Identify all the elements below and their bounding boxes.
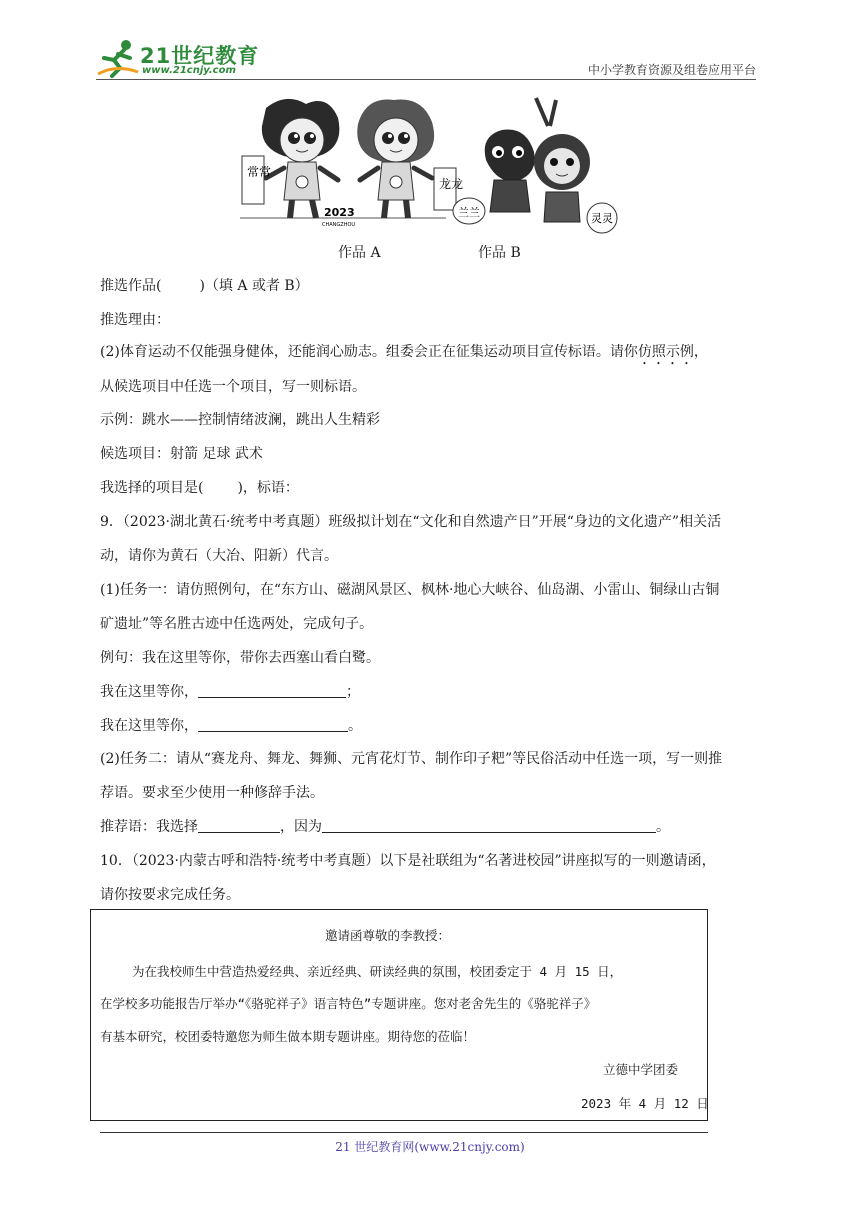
footer-text[interactable]: 21 世纪教育网(www.21cnjy.com) — [335, 1140, 525, 1154]
mascot-lanlan — [485, 129, 535, 212]
letter-signature: 立德中学团委 — [603, 1062, 679, 1077]
caption-b: 作品 B — [478, 245, 521, 261]
answer-blank[interactable] — [198, 717, 348, 732]
badge-year: 2023 — [324, 206, 355, 219]
letter-title: 邀请函尊敬的李教授： — [325, 928, 451, 943]
letter-paragraph: 在学校多功能报告厅举办“《骆驼祥子》语言特色”专题讲座。您对老舍先生的《骆驼祥子》 — [100, 996, 597, 1011]
mascot-figure — [236, 96, 626, 236]
answer-blank[interactable] — [198, 683, 346, 698]
letter-paragraph: 为在我校师生中营造热爱经典、亲近经典、研读经典的氛围，校团委定于 4 月 15 日， — [132, 964, 623, 979]
question-line: 动，请你为黄石（大冶、阳新）代言。 — [100, 548, 338, 564]
question-line — [100, 818, 670, 836]
text-segment: 我在这里等你， — [100, 684, 198, 700]
mascot-longlong — [357, 99, 434, 218]
question-line: 10．（2023·内蒙古呼和浩特·统考中考真题）以下是社联组为“名著进校园”讲座拟写的一则邀请函， — [100, 853, 716, 869]
footer-divider — [100, 1132, 708, 1133]
emphasis-text: 仿照示例 — [637, 344, 694, 360]
question-line: 9．（2023·湖北黄石·统考中考真题）班级拟计划在“文化和自然遗产日”开展“身边的文化遗产”相关活 — [100, 514, 722, 530]
badge-sub: CHANGZHOU — [322, 222, 356, 228]
text-segment: (2)体育运动不仅能强身健体，还能润心励志。组委会正在征集运动项目宣传标语。请你 — [100, 344, 638, 360]
question-line: 矿遗址”等名胜古迹中任选两处，完成句子。 — [100, 616, 374, 632]
question-line: 例句：我在这里等你，带你去西塞山看白鹭。 — [100, 650, 380, 666]
question-line — [100, 343, 708, 368]
caption-a: 作品 A — [338, 245, 381, 261]
letter-date: 2023 年 4 月 12 日 — [581, 1096, 709, 1111]
mascot-label-2: 龙龙 — [439, 177, 464, 191]
mascot-label-4: 灵灵 — [591, 212, 613, 225]
question-line: 示例：跳水——控制情绪波澜，跳出人生精彩 — [100, 412, 380, 428]
mascot-label-1: 常常 — [247, 165, 272, 179]
question-line: 请你按要求完成任务。 — [100, 887, 240, 903]
text-segment: ，因为 — [280, 819, 322, 835]
platform-name: 中小学教育资源及组卷应用平台 — [587, 63, 756, 77]
answer-blank[interactable] — [198, 818, 280, 833]
text-segment: )，标语： — [237, 480, 299, 496]
letter-paragraph: 有基本研究，校团委特邀您为师生做本期专题讲座。期待您的莅临！ — [100, 1029, 476, 1044]
text-segment: ； — [346, 684, 360, 700]
text-segment: 我在这里等你， — [100, 718, 198, 734]
mascot-illustration — [236, 96, 626, 236]
text-segment: 我选择的项目是( — [100, 480, 204, 496]
logo-text: 21世纪教育 — [140, 44, 260, 68]
mascot-label-3: 兰兰 — [458, 206, 480, 219]
header-divider — [96, 79, 756, 80]
question-line: 推选理由： — [100, 312, 170, 328]
question-line: 候选项目：射箭 足球 武术 — [100, 446, 263, 462]
text-segment: 推选作品( — [100, 278, 162, 294]
question-line: 从候选项目中任选一个项目，写一则标语。 — [100, 379, 366, 395]
text-segment: 推荐语：我选择 — [100, 819, 198, 835]
mascot-changchang — [262, 99, 340, 218]
question-line: (1)任务一：请仿照例句，在“东方山、磁湖风景区、枫林·地心大峡谷、仙岛湖、小雷山、铜绿山古铜 — [100, 582, 720, 598]
question-line: (2)任务二：请从“赛龙舟、舞龙、舞狮、元宵花灯节、制作印子粑”等民俗活动中任选一项，写一则推 — [100, 751, 723, 767]
text-segment: 。 — [656, 819, 670, 835]
question-line: 荐语。要求至少使用一种修辞手法。 — [100, 785, 324, 801]
question-line — [100, 277, 309, 295]
text-segment: 。 — [348, 718, 362, 734]
text-segment: ， — [693, 344, 708, 360]
logo-url: www.21cnjy.com — [142, 65, 236, 76]
mascot-lingling — [534, 98, 590, 222]
runner-logo-icon — [96, 38, 140, 78]
text-segment: )（填 A 或者 B） — [199, 278, 309, 294]
question-line — [100, 717, 362, 735]
question-line — [100, 683, 360, 701]
site-logo — [96, 38, 266, 78]
invitation-letter-box — [90, 909, 708, 1121]
answer-blank[interactable] — [322, 818, 656, 833]
question-line — [100, 479, 299, 497]
